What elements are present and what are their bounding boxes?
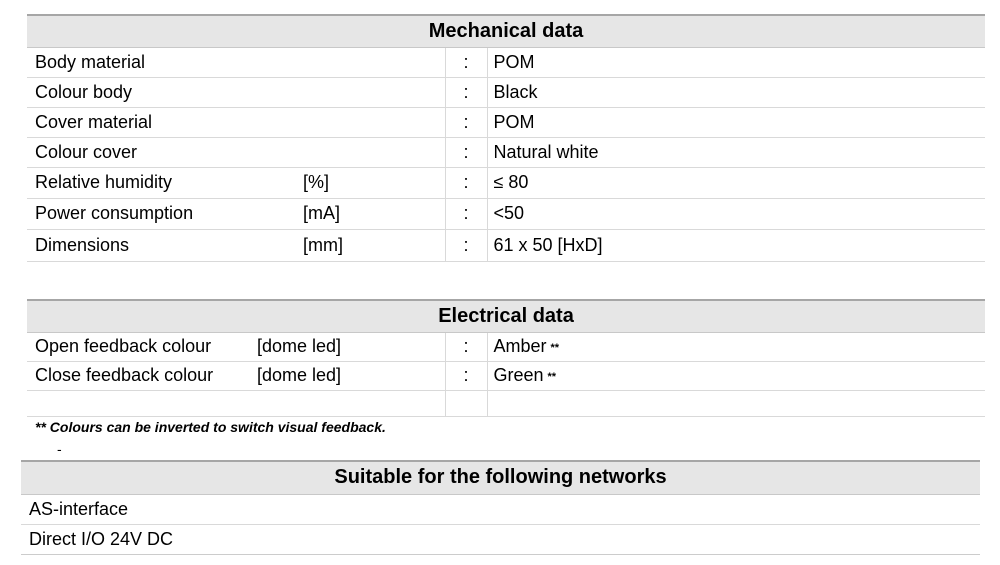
row-value: POM xyxy=(487,107,985,137)
row-unit xyxy=(303,107,445,137)
network-item: AS-interface xyxy=(21,494,980,524)
row-label: Open feedback colour xyxy=(27,332,257,361)
row-unit xyxy=(303,47,445,77)
networks-title: Suitable for the following networks xyxy=(21,461,980,494)
row-colon: : xyxy=(445,361,487,390)
row-unit: [dome led] xyxy=(257,361,445,390)
row-colon: : xyxy=(445,198,487,229)
row-colon: : xyxy=(445,107,487,137)
row-label: Close feedback colour xyxy=(27,361,257,390)
row-unit xyxy=(303,137,445,167)
row-unit: [mA] xyxy=(303,198,445,229)
footnote: ** Colours can be inverted to switch visual feedback. xyxy=(35,419,386,435)
row-colon: : xyxy=(445,332,487,361)
row-value: POM xyxy=(487,47,985,77)
row-value: Natural white xyxy=(487,137,985,167)
electrical-data-title: Electrical data xyxy=(27,300,985,332)
row-value: <50 xyxy=(487,198,985,229)
row-label: Cover material xyxy=(27,107,303,137)
list-item xyxy=(21,494,980,524)
row-unit: [dome led] xyxy=(257,332,445,361)
row-label: Dimensions xyxy=(27,229,303,261)
row-value: ≤ 80 xyxy=(487,167,985,198)
network-item: Direct I/O 24V DC xyxy=(21,524,980,554)
row-colon: : xyxy=(445,167,487,198)
row-label: Relative humidity xyxy=(27,167,303,198)
table-row xyxy=(27,167,985,198)
row-value xyxy=(487,361,985,390)
row-colon: : xyxy=(445,229,487,261)
mechanical-data-table xyxy=(27,14,985,262)
table-row xyxy=(27,47,985,77)
table-row xyxy=(27,107,985,137)
row-value: Black xyxy=(487,77,985,107)
dash-mark: - xyxy=(57,441,62,457)
row-colon: : xyxy=(445,137,487,167)
row-label: Colour body xyxy=(27,77,303,107)
row-unit: [mm] xyxy=(303,229,445,261)
table-row xyxy=(27,77,985,107)
footnote-mark: ** xyxy=(547,371,557,383)
value-text: Green xyxy=(493,365,544,385)
networks-table xyxy=(21,460,980,555)
row-colon: : xyxy=(445,77,487,107)
value-text: Amber xyxy=(493,336,547,356)
row-label: Body material xyxy=(27,47,303,77)
footnote-mark: ** xyxy=(550,342,560,354)
electrical-data-table xyxy=(27,299,985,417)
row-label: Colour cover xyxy=(27,137,303,167)
row-unit: [%] xyxy=(303,167,445,198)
table-row xyxy=(27,137,985,167)
row-value xyxy=(487,332,985,361)
list-item xyxy=(21,524,980,554)
table-row xyxy=(27,198,985,229)
table-row xyxy=(27,332,985,361)
mechanical-data-title: Mechanical data xyxy=(27,15,985,47)
row-colon: : xyxy=(445,47,487,77)
table-row xyxy=(27,361,985,390)
table-row-empty xyxy=(27,390,985,416)
table-row xyxy=(27,229,985,261)
row-value: 61 x 50 [HxD] xyxy=(487,229,985,261)
row-label: Power consumption xyxy=(27,198,303,229)
row-unit xyxy=(303,77,445,107)
